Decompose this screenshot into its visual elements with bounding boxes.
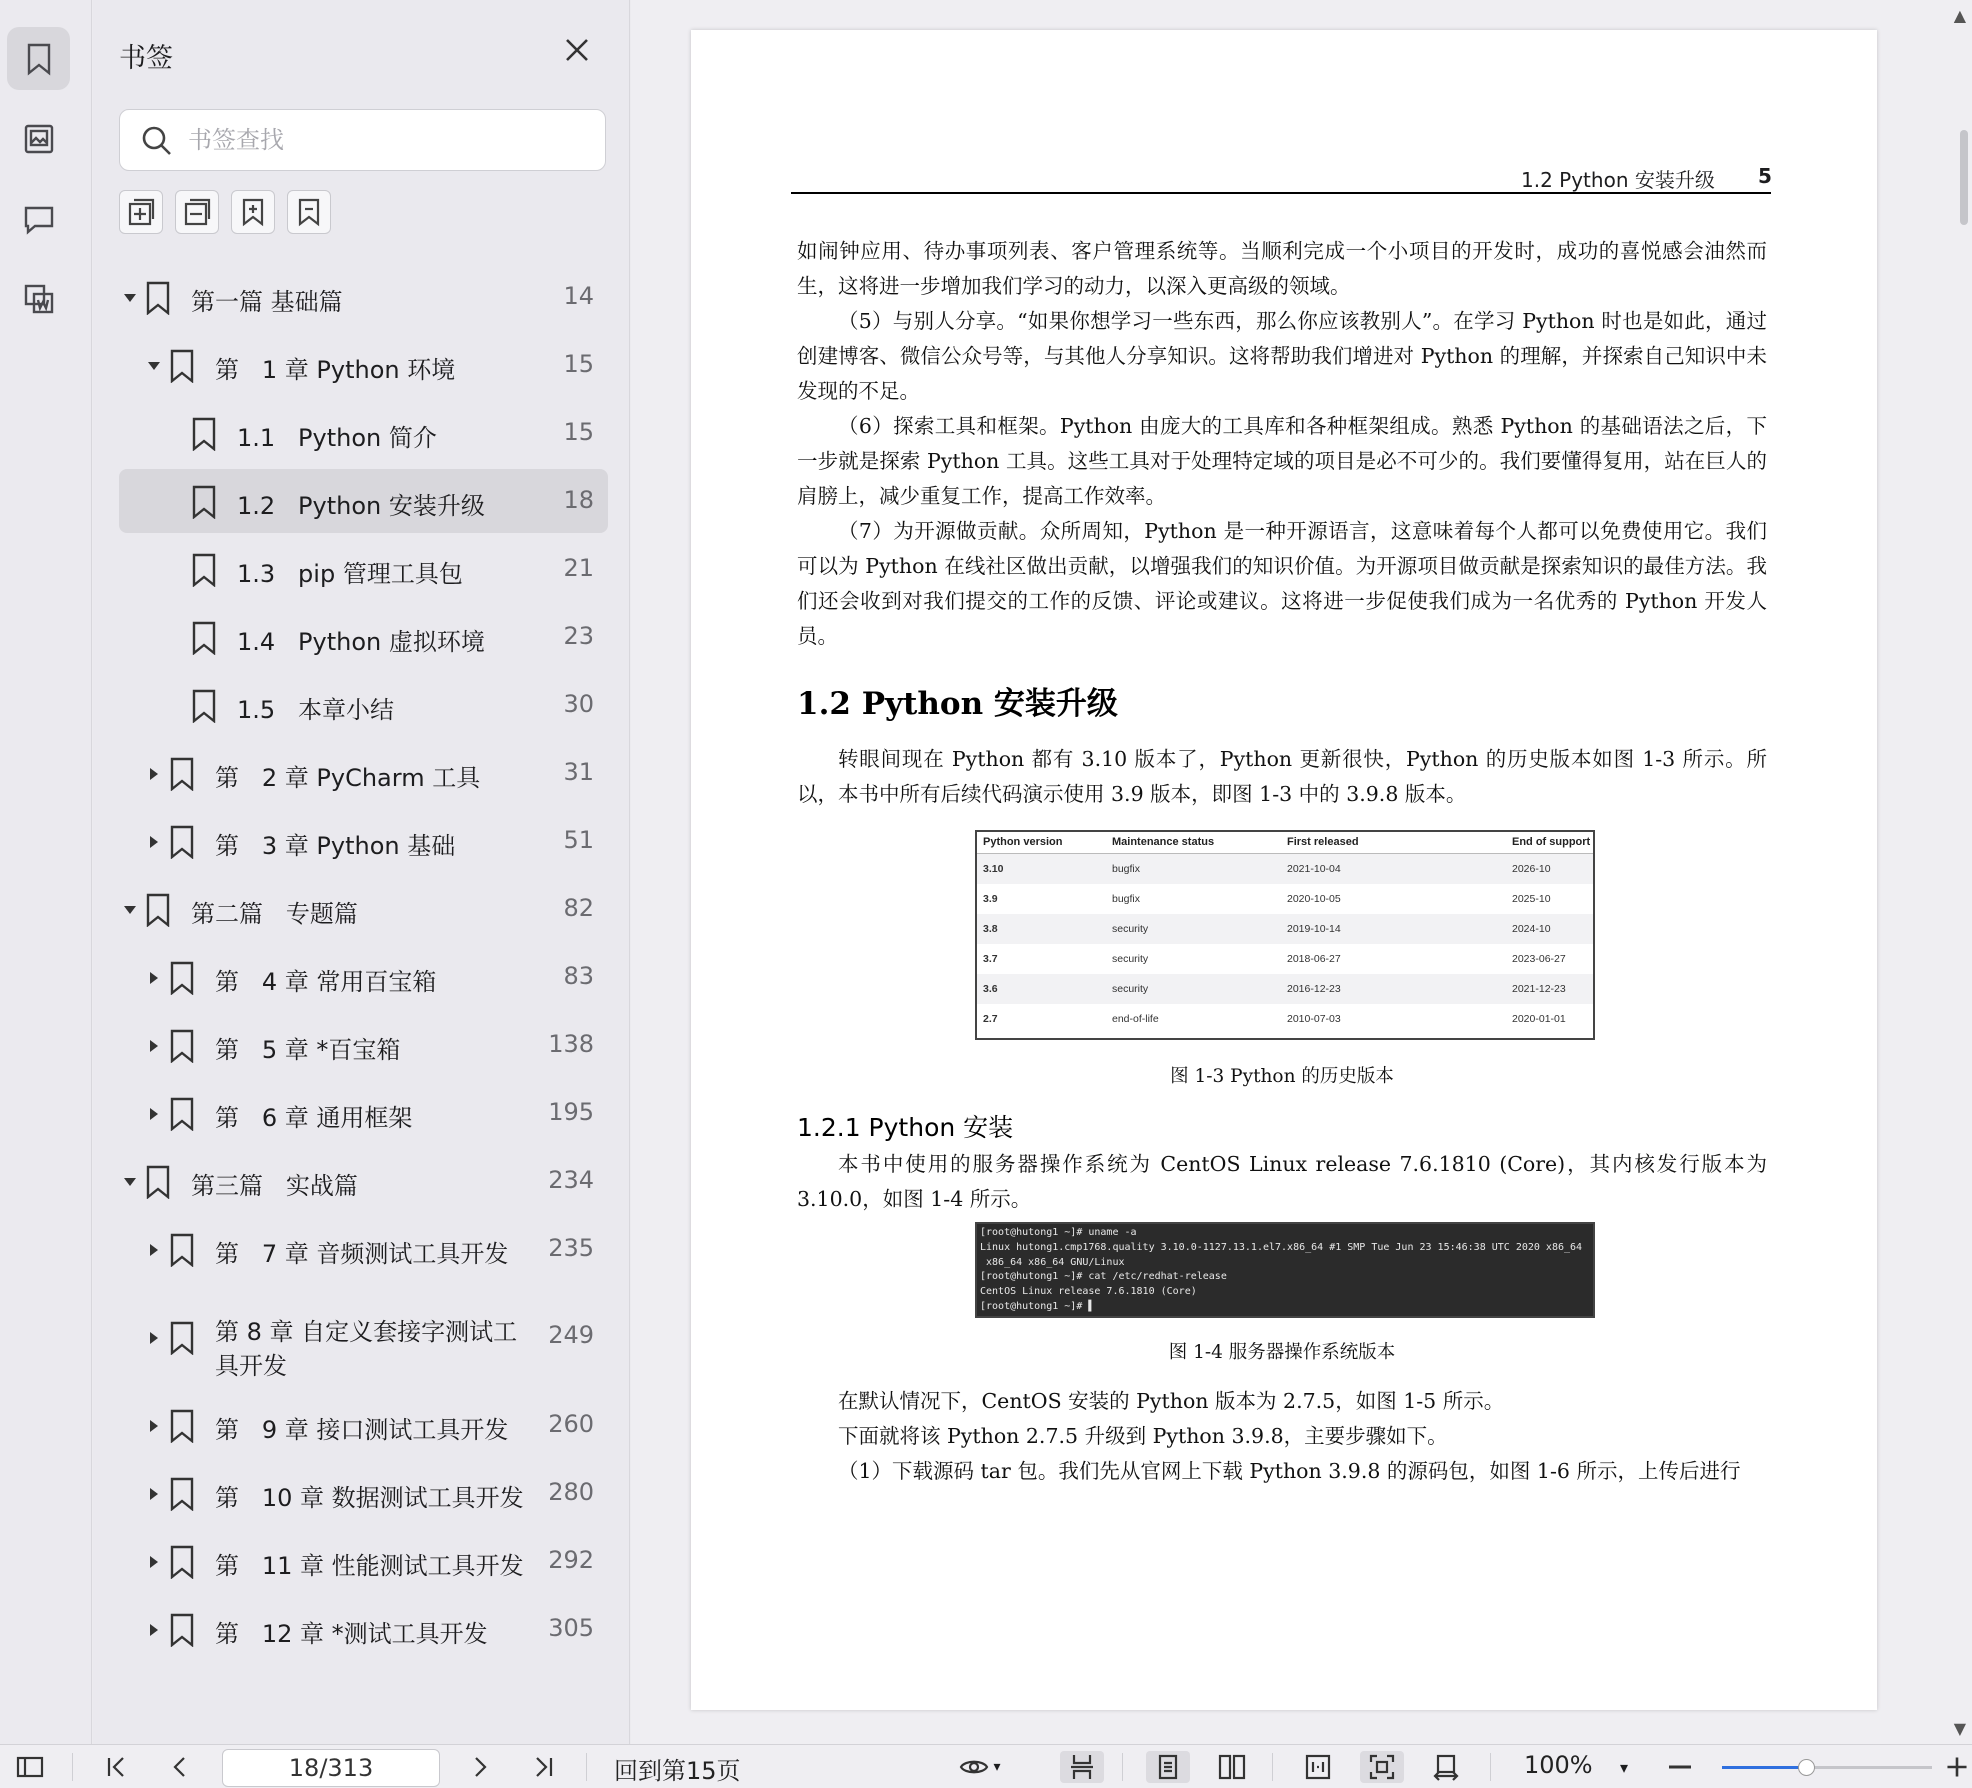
view-mode-dropdown[interactable] [950,1751,1010,1783]
last-page-button[interactable] [528,1751,560,1783]
table-cell: 2018-06-27 [1287,953,1341,965]
bookmark-label: 第 10 章 数据测试工具开发 [215,1484,524,1512]
search-icon [140,124,174,158]
toolbar-separator [1122,1753,1123,1781]
document-page [691,30,1877,1710]
fit-page-button[interactable] [1360,1751,1404,1783]
expand-all-button[interactable] [119,190,163,234]
bookmark-toolbar [119,190,331,234]
bookmark-page: 21 [563,554,594,582]
table-header-cell: Maintenance status [1112,836,1215,848]
terminal-screenshot-figure [975,1222,1595,1318]
terminal-line: [root@hutong1 ~]# uname -a [980,1227,1137,1238]
table-row [977,854,1593,884]
table-row [977,914,1593,944]
bookmark-page: 280 [548,1478,594,1506]
bookmark-label: 第 7 章 音频测试工具开发 [215,1240,509,1268]
bookmark-label: 1.4 Python 虚拟环境 [237,628,485,656]
bookmark-icon [21,41,57,77]
bookmark-page: 51 [563,826,594,854]
table-cell: 3.8 [983,923,998,935]
bookmark-item[interactable] [119,265,608,329]
single-page-icon [1153,1752,1183,1782]
table-cell: 2023-06-27 [1512,953,1566,965]
first-page-icon [101,1752,131,1782]
expand-triangle-icon[interactable] [147,1242,161,1256]
bookmark-icon [169,1613,195,1647]
bookmark-item[interactable] [119,1217,608,1281]
vertical-scrollbar-thumb[interactable] [1960,130,1968,225]
table-cell: 3.6 [983,983,998,995]
table-cell: 2021-10-04 [1287,863,1341,875]
panel-title: 书签 [119,43,173,74]
previous-page-button[interactable] [164,1751,196,1783]
zoom-slider[interactable] [1722,1766,1932,1769]
bookmark-label: 第 6 章 通用框架 [215,1104,413,1132]
scroll-down-arrow[interactable]: ▼ [1953,1719,1966,1738]
bookmark-icon [169,825,195,859]
expand-triangle-icon[interactable] [147,766,161,780]
page-number-input[interactable]: 18/313 [222,1749,440,1787]
table-row [977,974,1593,1004]
continuous-scroll-button[interactable] [1060,1751,1104,1783]
bookmark-page: 195 [548,1098,594,1126]
bookmark-page: 30 [563,690,594,718]
table-header-cell: First released [1287,836,1359,848]
figure-caption: 图 1-4 服务器操作系统版本 [1168,1342,1396,1363]
bookmark-icon [169,349,195,383]
bookmark-page: 18 [563,486,594,514]
comment-icon [21,201,57,237]
collapse-all-icon [181,196,213,228]
chevron-right-icon [465,1752,495,1782]
bookmark-page: 23 [563,622,594,650]
expand-triangle-icon[interactable] [147,834,161,848]
remove-bookmark-button[interactable] [287,190,331,234]
table-cell: 2024-10 [1512,923,1551,935]
bookmark-label: 第 2 章 PyCharm 工具 [215,764,481,792]
bookmark-search[interactable] [119,109,606,171]
table-row [977,944,1593,974]
bookmark-page: 31 [563,758,594,786]
bookmark-page: 235 [548,1234,594,1262]
comment-tab[interactable] [7,187,70,250]
expand-triangle-icon[interactable] [147,1622,161,1636]
bookmark-page: 234 [548,1166,594,1194]
bookmark-tree [119,265,608,1665]
fit-width-button[interactable] [1296,1751,1340,1783]
bookmark-item[interactable] [119,809,608,873]
expand-triangle-icon[interactable] [147,1486,161,1500]
bookmark-label: 第 9 章 接口测试工具开发 [215,1416,509,1444]
collapse-triangle-icon[interactable] [123,1174,137,1188]
zoom-slider-fill [1722,1766,1806,1769]
running-header-page-number: 5 [1758,164,1772,188]
bookmark-label: 第三篇 实战篇 [191,1172,358,1200]
first-page-button[interactable] [100,1751,132,1783]
terminal-line: [root@hutong1 ~]# ▌ [980,1300,1095,1312]
table-cell: 2026-10 [1512,863,1551,875]
bookmark-page: 305 [548,1614,594,1642]
table-cell: security [1112,983,1149,995]
bookmark-page: 292 [548,1546,594,1574]
chevron-left-icon [165,1752,195,1782]
table-cell: bugfix [1112,863,1141,875]
add-bookmark-icon [237,196,269,228]
table-cell: 3.9 [983,893,998,905]
bookmark-icon [145,1165,171,1199]
bookmark-label: 1.5 本章小结 [237,696,395,724]
python-version-table-figure [975,830,1595,1040]
collapse-all-button[interactable] [175,190,219,234]
bookmark-icon [191,485,217,519]
table-cell: 2021-12-23 [1512,983,1566,995]
expand-triangle-icon[interactable] [147,970,161,984]
minus-icon [1665,1752,1695,1782]
document-viewer[interactable] [631,0,1972,1744]
table-cell: 2016-12-23 [1287,983,1341,995]
bookmark-icon [169,757,195,791]
table-cell: 2.7 [983,1013,998,1025]
bookmark-item[interactable] [119,1149,608,1213]
rotate-icon [1431,1752,1461,1782]
image-icon [21,121,57,157]
table-header [977,832,1593,854]
running-header-title: 1.2 Python 安装升级 [1521,168,1715,192]
bookmark-label: 1.2 Python 安装升级 [237,492,485,520]
bookmark-icon [191,621,217,655]
next-page-button[interactable] [464,1751,496,1783]
bookmark-icon [191,553,217,587]
scroll-up-arrow[interactable]: ▲ [1953,6,1966,25]
toolbar-separator [1490,1753,1491,1781]
table-header-cell: Python version [983,836,1063,848]
paragraph: （6）探索工具和框架。Python 由庞大的工具库和各种框架组成。熟悉 Python 的基础语法之后，下一步就是探索 Python 工具。这些工具对于处理特定域的项目是必不可少的。我们要懂得复用，站在巨人的肩膀上，减少重复工作，提高工作效率。 [797,414,1767,508]
plus-icon [1944,1752,1970,1782]
collapse-triangle-icon[interactable] [123,290,137,304]
terminal-line: CentOS Linux release 7.6.1810 (Core) [980,1286,1197,1298]
thumbnail-tab[interactable] [7,107,70,170]
paragraph: （7）为开源做贡献。众所周知，Python 是一种开源语言，这意味着每个人都可以免费使用它。我们可以为 Python 在线社区做出贡献，以增强我们的知识价值。为开源项目做贡献是探索知识的最佳方法。我们还会收到对我们提交的工作的反馈、评论或建议。这将进一步促使我们成为一名优秀的 Python 开发人员。 [797,519,1767,648]
close-icon [563,36,591,64]
bookmark-icon [169,961,195,995]
fit-page-icon [1367,1752,1397,1782]
bookmark-icon [169,1409,195,1443]
table-row [977,1004,1593,1034]
collapse-triangle-icon[interactable] [123,902,137,916]
bookmark-label: 第 1 章 Python 环境 [215,356,456,384]
expand-triangle-icon[interactable] [147,1330,161,1344]
expand-all-icon [125,196,157,228]
bookmark-label: 第 4 章 常用百宝箱 [215,968,437,996]
bookmark-item[interactable] [119,605,608,669]
sidebar-toggle-icon [15,1752,45,1782]
close-panel-button[interactable] [563,36,591,64]
table-cell: 2020-01-01 [1512,1013,1566,1025]
table-row [977,884,1593,914]
bookmark-icon [169,1477,195,1511]
paragraph: 下面就将该 Python 2.7.5 升级到 Python 3.9.8，主要步骤如下。 [838,1424,1448,1448]
table-cell: security [1112,923,1149,935]
bookmark-page: 15 [563,418,594,446]
sidebar-rail [0,0,92,1744]
zoom-slider-handle[interactable] [1798,1759,1815,1776]
bookmark-label: 第二篇 专题篇 [191,900,358,928]
remove-bookmark-icon [293,196,325,228]
zoom-level-display[interactable]: 100% [1524,1751,1593,1779]
table-cell: security [1112,953,1149,965]
convert-tab[interactable] [7,267,70,330]
bookmark-label: 第 3 章 Python 基础 [215,832,456,860]
zoom-in-button[interactable] [1944,1751,1970,1783]
paragraph: （1）下载源码 tar 包。我们先从官网上下载 Python 3.9.8 的源码包，如图 1-6 所示，上传后进行 [838,1459,1741,1483]
bookmark-icon [169,1029,195,1063]
bookmark-search-input[interactable] [188,122,588,158]
expand-triangle-icon[interactable] [147,1418,161,1432]
rotate-page-button[interactable] [1424,1751,1468,1783]
bookmark-page: 82 [563,894,594,922]
bookmark-icon [169,1097,195,1131]
table-cell: bugfix [1112,893,1141,905]
bookmark-icon [169,1545,195,1579]
table-cell: 2020-10-05 [1287,893,1341,905]
table-cell: 3.7 [983,953,998,965]
bookmark-item[interactable] [119,1013,608,1077]
bookmark-item-selected[interactable] [119,469,608,533]
bookmark-label: 1.3 pip 管理工具包 [237,560,463,588]
table-cell: 2019-10-14 [1287,923,1341,935]
figure-caption: 图 1-3 Python 的历史版本 [1170,1066,1394,1087]
bookmark-tab[interactable] [7,27,70,90]
bookmark-label: 第 5 章 *百宝箱 [215,1036,401,1064]
bookmark-icon [145,893,171,927]
expand-triangle-icon[interactable] [147,1554,161,1568]
chevron-down-icon: ▾ [993,1759,1001,1775]
bookmark-item[interactable] [119,1081,608,1145]
bookmark-item[interactable] [119,401,608,465]
bookmark-icon [169,1321,195,1355]
bookmark-page: 15 [563,350,594,378]
bookmark-icon [169,1233,195,1267]
toolbar-separator [1272,1753,1273,1781]
bookmark-item[interactable] [119,1285,608,1389]
bookmark-item[interactable] [119,1529,608,1593]
paragraph: 在默认情况下，CentOS 安装的 Python 版本为 2.7.5，如图 1-5 所示。 [838,1389,1505,1413]
paragraph: （5）与别人分享。“如果你想学习一些东西，那么你应该教别人”。在学习 Python 时也是如此，通过创建博客、微信公众号等，与其他人分享知识。这将帮助我们增进对 Python 的理解，并探索自己知识中未发现的不足。 [797,309,1767,403]
bookmark-label: 第 11 章 性能测试工具开发 [215,1552,524,1580]
bookmark-item[interactable] [119,945,608,1009]
subsection-heading: 1.2.1 Python 安装 [797,1113,1014,1142]
section-heading: 1.2 Python 安装升级 [797,686,1118,722]
bookmark-label: 第一篇 基础篇 [191,288,343,316]
bookmark-item[interactable] [119,333,608,397]
table-cell: 3.10 [983,863,1004,875]
bookmark-page: 83 [563,962,594,990]
bookmark-label: 1.1 Python 简介 [237,424,437,452]
zoom-dropdown[interactable] [1612,1751,1636,1783]
zoom-out-button[interactable] [1664,1751,1696,1783]
table-header-cell: End of support [1512,836,1591,848]
bookmark-icon [191,417,217,451]
two-page-icon [1217,1752,1247,1782]
terminal-line: [root@hutong1 ~]# cat /etc/redhat-release [980,1271,1227,1283]
paragraph: 转眼间现在 Python 都有 3.10 版本了，Python 更新很快，Python 的历史版本如图 1-3 所示。所以，本书中所有后续代码演示使用 3.9 版本，即图 1-3 中的 3.9.8 版本。 [797,747,1767,806]
last-page-icon [529,1752,559,1782]
bookmark-item[interactable] [119,1393,608,1457]
toggle-sidebar-button[interactable] [12,1751,48,1783]
expand-triangle-icon[interactable] [147,1106,161,1120]
single-page-button[interactable] [1146,1751,1190,1783]
collapse-triangle-icon[interactable] [147,358,161,372]
bookmark-page: 138 [548,1030,594,1058]
paragraph: 如闹钟应用、待办事项列表、客户管理系统等。当顺利完成一个小项目的开发时，成功的喜悦感会油然而生，这将进一步增加我们学习的动力，以深入更高级的领域。 [797,239,1767,298]
toolbar-separator [586,1753,587,1781]
table-cell: 2025-10 [1512,893,1551,905]
table-cell: 2010-07-03 [1287,1013,1341,1025]
bookmark-panel [93,0,630,1744]
bookmark-icon [145,281,171,315]
bookmark-item[interactable] [119,877,608,941]
bookmark-label: 第 12 章 *测试工具开发 [215,1620,488,1648]
bookmark-item[interactable] [119,1461,608,1525]
header-rule [791,192,1771,194]
bookmark-page: 260 [548,1410,594,1438]
return-to-page-button[interactable]: 回到第15页 [614,1757,741,1785]
toolbar-separator [72,1753,73,1781]
table-cell: end-of-life [1112,1013,1159,1025]
word-convert-icon [21,281,57,317]
paragraph: 本书中使用的服务器操作系统为 CentOS Linux release 7.6.1810 (Core)，其内核发行版本为 3.10.0，如图 1-4 所示。 [797,1152,1767,1211]
bookmark-page: 249 [548,1321,594,1349]
bookmark-item[interactable] [119,1597,608,1661]
bookmark-item[interactable] [119,673,608,737]
fit-width-icon [1303,1752,1333,1782]
expand-triangle-icon[interactable] [147,1038,161,1052]
chevron-down-icon: ▾ [1619,1757,1629,1777]
terminal-line: Linux hutong1.cmp1768.quality 3.10.0-1127.13.1.el7.x86_64 #1 SMP Tue Jun 23 15:46:38 UTC 2020 x86_64 [980,1241,1583,1253]
continuous-page-icon [1067,1752,1097,1782]
bookmark-label: 第 8 章 自定义套接字测试工具开发 [215,1318,518,1380]
eye-icon [959,1752,989,1782]
bottom-toolbar [0,1744,1972,1788]
add-bookmark-button[interactable] [231,190,275,234]
bookmark-item[interactable] [119,741,608,805]
bookmark-icon [191,689,217,723]
terminal-line: x86_64 x86_64 GNU/Linux [980,1256,1125,1268]
bookmark-item[interactable] [119,537,608,601]
two-page-button[interactable] [1210,1751,1254,1783]
bookmark-page: 14 [563,282,594,310]
